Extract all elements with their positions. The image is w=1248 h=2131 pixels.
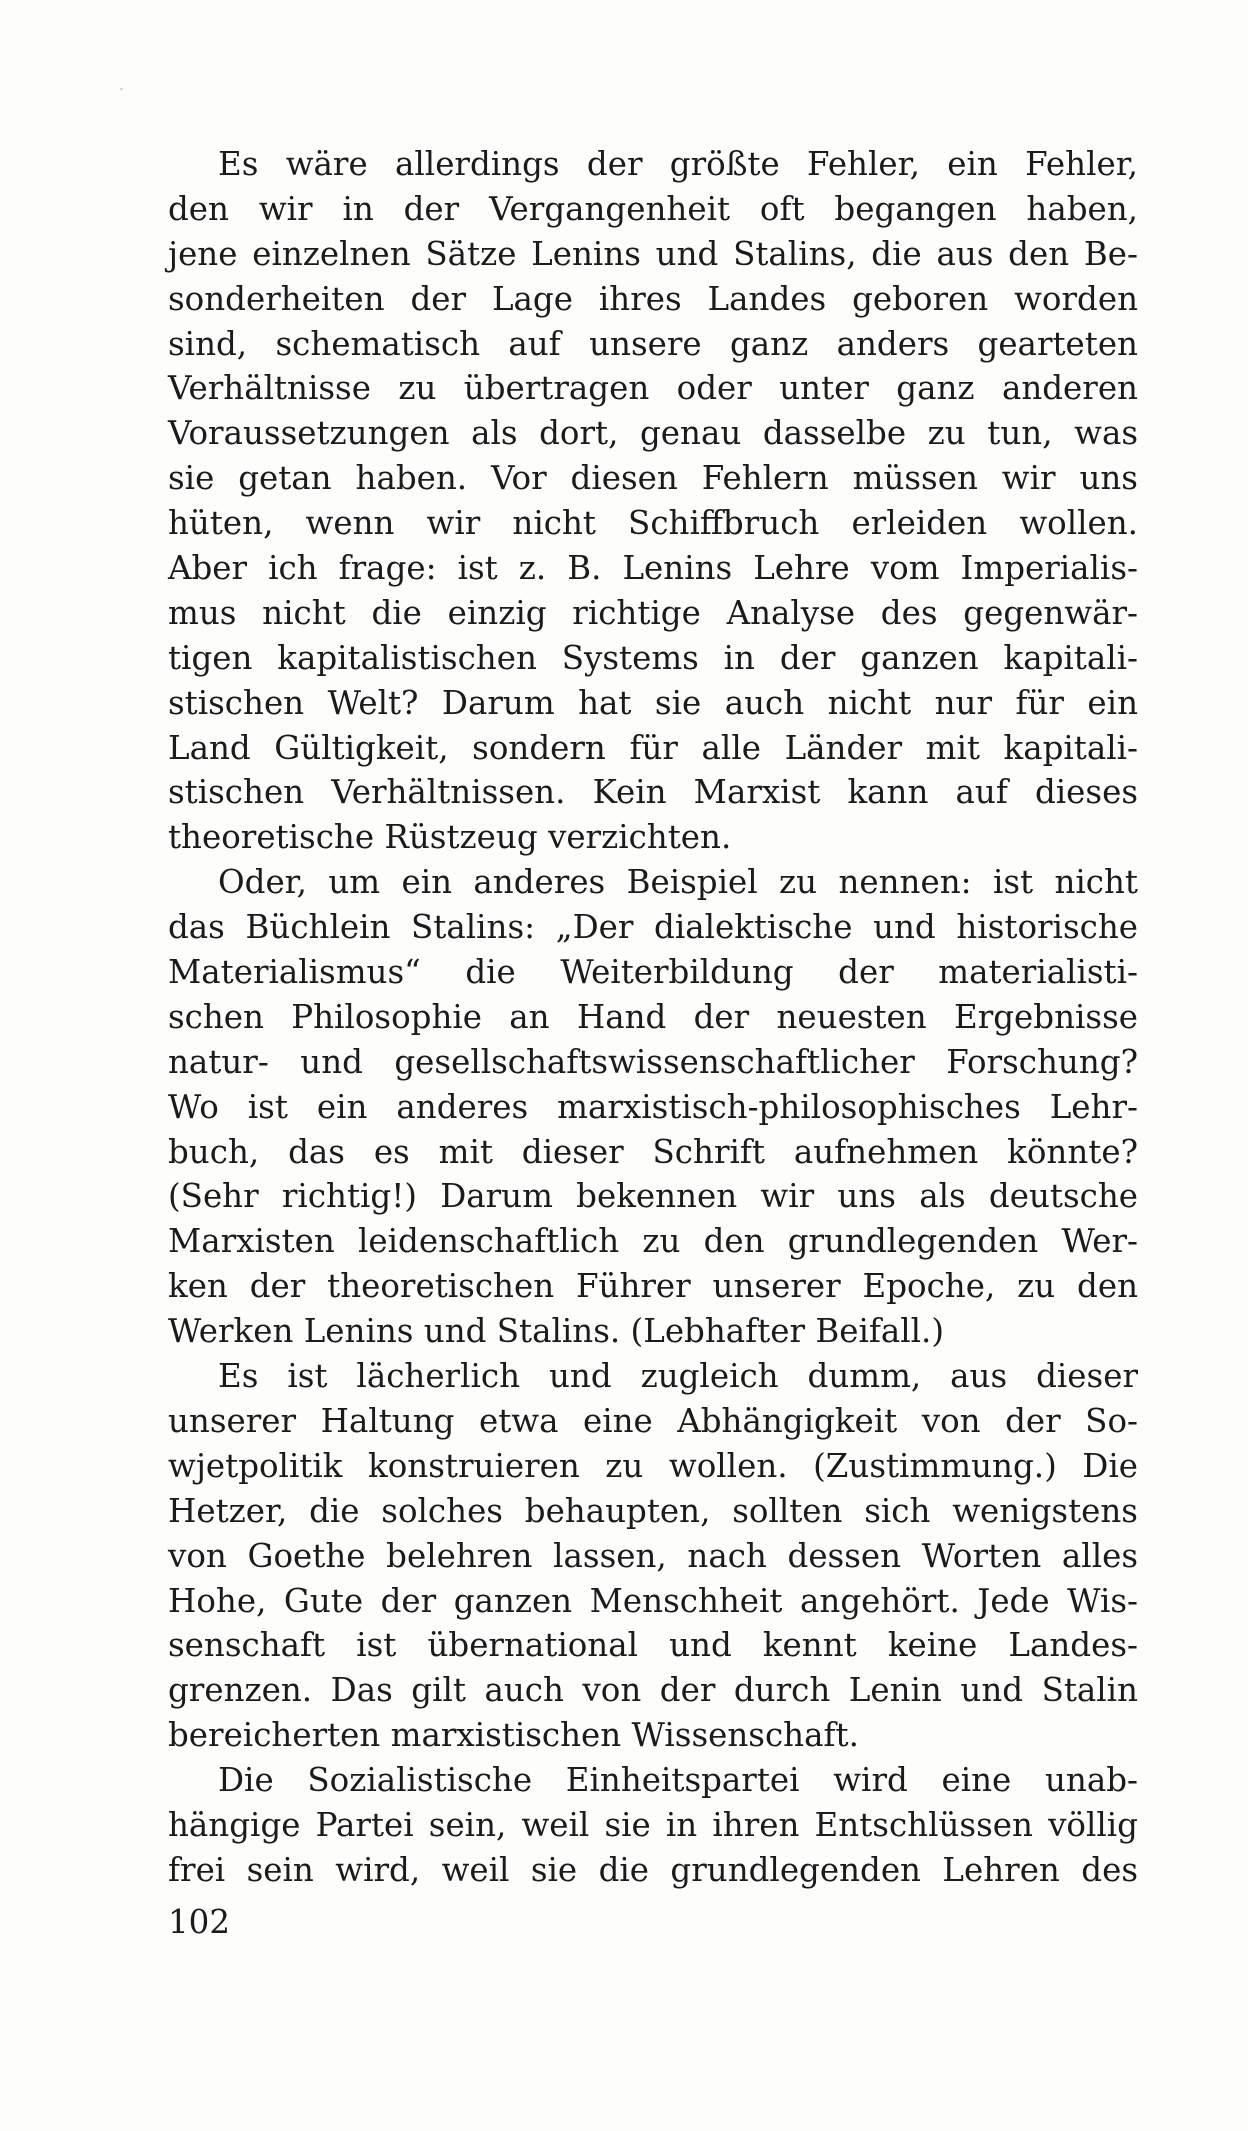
text-line: Oder, um ein anderes Beispiel zu nennen: ist nicht bbox=[218, 863, 1138, 902]
text-line: theoretische Rüstzeug verzichten. bbox=[168, 818, 732, 857]
text-line: Marxisten leidenschaftlich zu den grundlegenden Wer- bbox=[168, 1222, 1138, 1261]
text-line: Hetzer, die solches behaupten, sollten sich wenigstens bbox=[168, 1491, 1138, 1530]
text-line: sonderheiten der Lage ihres Landes geboren worden bbox=[168, 279, 1138, 318]
text-line: sie getan haben. Vor diesen Fehlern müssen wir uns bbox=[168, 459, 1138, 498]
text-line: von Goethe belehren lassen, nach dessen Worten alles bbox=[168, 1536, 1138, 1575]
text-line: Materialismus“ die Weiterbildung der materialisti- bbox=[168, 953, 1138, 992]
text-line: sind, schematisch auf unsere ganz anders gearteten bbox=[168, 324, 1138, 363]
text-line: Es ist lächerlich und zugleich dumm, aus dieser bbox=[218, 1357, 1138, 1396]
text-line: frei sein wird, weil sie die grundlegenden Lehren des bbox=[168, 1850, 1138, 1889]
paragraph-1 bbox=[168, 142, 1138, 860]
text-line: das Büchlein Stalins: „Der dialektische und historische bbox=[168, 908, 1138, 947]
text-line: mus nicht die einzig richtige Analyse des gegenwär- bbox=[168, 593, 1138, 632]
text-line: natur- und gesellschaftswissenschaftlicher Forschung? bbox=[168, 1042, 1138, 1081]
paragraph-3 bbox=[168, 1354, 1138, 1758]
text-line: den wir in der Vergangenheit oft begangen haben, bbox=[168, 189, 1138, 228]
text-line: Voraussetzungen als dort, genau dasselbe zu tun, was bbox=[168, 414, 1138, 453]
text-line: ken der theoretischen Führer unserer Epoche, zu den bbox=[168, 1267, 1138, 1306]
text-line: unserer Haltung etwa eine Abhängigkeit von der So- bbox=[168, 1401, 1138, 1440]
paragraph-4 bbox=[168, 1758, 1138, 1893]
paragraph-2 bbox=[168, 860, 1138, 1354]
text-line: hüten, wenn wir nicht Schiffbruch erleiden wollen. bbox=[168, 504, 1138, 543]
text-line: stischen Welt? Darum hat sie auch nicht nur für ein bbox=[168, 683, 1138, 722]
text-line: schen Philosophie an Hand der neuesten Ergebnisse bbox=[168, 997, 1138, 1036]
text-line: grenzen. Das gilt auch von der durch Lenin und Stalin bbox=[168, 1671, 1138, 1710]
text-line: Wo ist ein anderes marxistisch-philosophisches Lehr- bbox=[168, 1087, 1138, 1126]
text-line: stischen Verhältnissen. Kein Marxist kann auf dieses bbox=[168, 773, 1138, 812]
text-line: senschaft ist übernational und kennt keine Landes- bbox=[168, 1626, 1138, 1665]
text-line: jene einzelnen Sätze Lenins und Stalins, die aus den Be- bbox=[168, 234, 1138, 273]
text-line: Werken Lenins und Stalins. (Lebhafter Beifall.) bbox=[168, 1312, 945, 1351]
paper-speck bbox=[120, 88, 123, 90]
text-line: Verhältnisse zu übertragen oder unter ganz anderen bbox=[168, 369, 1138, 408]
text-line: wjetpolitik konstruieren zu wollen. (Zustimmung.) Die bbox=[168, 1446, 1138, 1485]
text-line: buch, das es mit dieser Schrift aufnehmen könnte? bbox=[168, 1132, 1138, 1171]
text-line: Die Sozialistische Einheitspartei wird eine unab- bbox=[218, 1761, 1138, 1800]
text-line: tigen kapitalistischen Systems in der ganzen kapitali- bbox=[168, 638, 1138, 677]
text-line: Land Gültigkeit, sondern für alle Länder mit kapitali- bbox=[168, 728, 1138, 767]
text-line: Es wäre allerdings der größte Fehler, ein Fehler, bbox=[218, 145, 1138, 183]
text-line: (Sehr richtig!) Darum bekennen wir uns als deutsche bbox=[168, 1177, 1138, 1216]
text-line: Aber ich frage: ist z. B. Lenins Lehre vom Imperialis- bbox=[168, 549, 1138, 588]
page-number: 102 bbox=[168, 1903, 231, 1941]
body-text bbox=[168, 142, 1138, 1893]
text-line: hängige Partei sein, weil sie in ihren Entschlüssen völlig bbox=[168, 1805, 1138, 1844]
text-line: bereicherten marxistischen Wissenschaft. bbox=[168, 1716, 859, 1755]
text-line: Hohe, Gute der ganzen Menschheit angehört. Jede Wis- bbox=[168, 1581, 1138, 1620]
